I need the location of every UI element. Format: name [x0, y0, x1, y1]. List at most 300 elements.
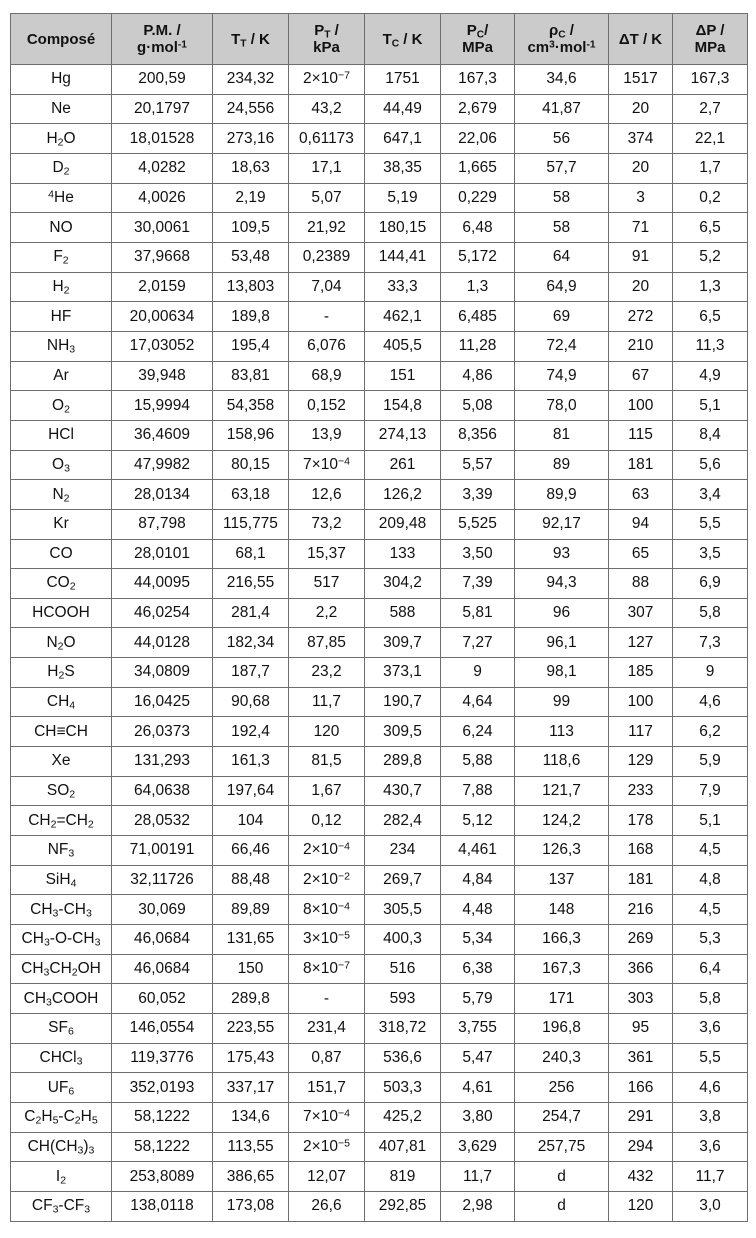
value-cell: 254,7	[515, 1102, 609, 1132]
value-cell: 0,2389	[289, 242, 365, 272]
value-cell: 3,4	[673, 480, 748, 510]
value-cell: 1517	[609, 65, 673, 95]
compound-cell: $N_2$	[11, 480, 112, 510]
column-header: P.M. / g·mol$^{-1}$	[112, 14, 213, 65]
compound-cell: $O_3$	[11, 450, 112, 480]
value-cell: 282,4	[365, 806, 441, 836]
value-cell: 3,80	[441, 1102, 515, 1132]
value-cell: 13,9	[289, 420, 365, 450]
compound-cell: $SF_6$	[11, 1014, 112, 1044]
value-cell: 2,0159	[112, 272, 213, 302]
table-row	[11, 153, 748, 183]
value-cell: 46,0684	[112, 925, 213, 955]
value-cell: 281,4	[213, 598, 289, 628]
value-cell: $3\times 10^{-5}$	[289, 925, 365, 955]
value-cell: 5,6	[673, 450, 748, 480]
value-cell: 30,069	[112, 895, 213, 925]
value-cell: 272	[609, 302, 673, 332]
value-cell: 5,2	[673, 242, 748, 272]
value-cell: 5,1	[673, 391, 748, 421]
value-cell: 17,03052	[112, 331, 213, 361]
value-cell: 43,2	[289, 94, 365, 124]
compound-cell: $CH_3COOH$	[11, 984, 112, 1014]
value-cell: 3,6	[673, 1014, 748, 1044]
value-cell: 137	[515, 865, 609, 895]
value-cell: 32,11726	[112, 865, 213, 895]
value-cell: 115	[609, 420, 673, 450]
value-cell: 178	[609, 806, 673, 836]
value-cell: 185	[609, 658, 673, 688]
value-cell: 7,88	[441, 776, 515, 806]
value-cell: 28,0134	[112, 480, 213, 510]
value-cell: 146,0554	[112, 1014, 213, 1044]
value-cell: 352,0193	[112, 1073, 213, 1103]
value-cell: 64,9	[515, 272, 609, 302]
value-cell: 44,0095	[112, 569, 213, 599]
compound-cell: $F_2$	[11, 242, 112, 272]
value-cell: 536,6	[365, 1043, 441, 1073]
value-cell: 69	[515, 302, 609, 332]
value-cell: 4,0026	[112, 183, 213, 213]
value-cell: 819	[365, 1162, 441, 1192]
value-cell: 158,96	[213, 420, 289, 450]
value-cell: 91	[609, 242, 673, 272]
value-cell: 138,0118	[112, 1191, 213, 1221]
value-cell: 5,5	[673, 509, 748, 539]
value-cell: 291	[609, 1102, 673, 1132]
value-cell: 366	[609, 954, 673, 984]
value-cell: 361	[609, 1043, 673, 1073]
value-cell: 46,0684	[112, 954, 213, 984]
value-cell: 7,27	[441, 628, 515, 658]
table-row	[11, 658, 748, 688]
value-cell: 126,2	[365, 480, 441, 510]
value-cell: 68,9	[289, 361, 365, 391]
table-row	[11, 1043, 748, 1073]
value-cell: 98,1	[515, 658, 609, 688]
value-cell: 100	[609, 687, 673, 717]
value-cell: 197,64	[213, 776, 289, 806]
value-cell: d	[515, 1162, 609, 1192]
value-cell: 4,8	[673, 865, 748, 895]
value-cell: 104	[213, 806, 289, 836]
value-cell: 4,9	[673, 361, 748, 391]
value-cell: 5,1	[673, 806, 748, 836]
table-row	[11, 272, 748, 302]
value-cell: 134,6	[213, 1102, 289, 1132]
value-cell: 240,3	[515, 1043, 609, 1073]
value-cell: 41,87	[515, 94, 609, 124]
value-cell: 12,07	[289, 1162, 365, 1192]
value-cell: 4,64	[441, 687, 515, 717]
compound-cell: $CH_3-CH_3$	[11, 895, 112, 925]
table-row	[11, 806, 748, 836]
value-cell: 234	[365, 836, 441, 866]
compound-cell: $SO_2$	[11, 776, 112, 806]
value-cell: 3	[609, 183, 673, 213]
value-cell: 1751	[365, 65, 441, 95]
value-cell: 78,0	[515, 391, 609, 421]
column-header: $T_T$ / K	[213, 14, 289, 65]
table-header	[11, 14, 748, 65]
compound-cell: $^4$He	[11, 183, 112, 213]
value-cell: 305,5	[365, 895, 441, 925]
value-cell: 425,2	[365, 1102, 441, 1132]
value-cell: 8,4	[673, 420, 748, 450]
table-row	[11, 925, 748, 955]
table-row	[11, 1073, 748, 1103]
value-cell: 175,43	[213, 1043, 289, 1073]
value-cell: 1,67	[289, 776, 365, 806]
value-cell: 8,356	[441, 420, 515, 450]
value-cell: 304,2	[365, 569, 441, 599]
value-cell: 117	[609, 717, 673, 747]
compound-cell: $C_2H_5-C_2H_5$	[11, 1102, 112, 1132]
value-cell: 4,86	[441, 361, 515, 391]
compound-cell: SiH$_4$	[11, 865, 112, 895]
value-cell: 5,47	[441, 1043, 515, 1073]
value-cell: 151,7	[289, 1073, 365, 1103]
value-cell: 5,81	[441, 598, 515, 628]
compound-cell: CH≡CH	[11, 717, 112, 747]
value-cell: 337,17	[213, 1073, 289, 1103]
value-cell: 67	[609, 361, 673, 391]
value-cell: 119,3776	[112, 1043, 213, 1073]
table-row	[11, 687, 748, 717]
value-cell: 2,98	[441, 1191, 515, 1221]
table-row	[11, 984, 748, 1014]
value-cell: 81,5	[289, 747, 365, 777]
value-cell: 87,798	[112, 509, 213, 539]
value-cell: 6,076	[289, 331, 365, 361]
value-cell: 309,7	[365, 628, 441, 658]
value-cell: -	[289, 984, 365, 1014]
table-row	[11, 1014, 748, 1044]
value-cell: 180,15	[365, 213, 441, 243]
value-cell: $2\times 10^{-2}$	[289, 865, 365, 895]
value-cell: 144,41	[365, 242, 441, 272]
value-cell: 5,8	[673, 598, 748, 628]
table-row	[11, 954, 748, 984]
compound-cell: $H_2O$	[11, 124, 112, 154]
value-cell: 166	[609, 1073, 673, 1103]
value-cell: 269,7	[365, 865, 441, 895]
compound-cell: $CH(CH_3)_3$	[11, 1132, 112, 1162]
value-cell: 3,50	[441, 539, 515, 569]
table-row	[11, 391, 748, 421]
value-cell: 516	[365, 954, 441, 984]
value-cell: 94	[609, 509, 673, 539]
value-cell: 65	[609, 539, 673, 569]
value-cell: 167,3	[441, 65, 515, 95]
value-cell: 22,1	[673, 124, 748, 154]
value-cell: 256	[515, 1073, 609, 1103]
value-cell: 4,61	[441, 1073, 515, 1103]
value-cell: 20	[609, 272, 673, 302]
value-cell: 94,3	[515, 569, 609, 599]
value-cell: 261	[365, 450, 441, 480]
value-cell: 66,46	[213, 836, 289, 866]
value-cell: 5,8	[673, 984, 748, 1014]
value-cell: 39,948	[112, 361, 213, 391]
value-cell: 109,5	[213, 213, 289, 243]
value-cell: 93	[515, 539, 609, 569]
value-cell: 195,4	[213, 331, 289, 361]
value-cell: 187,7	[213, 658, 289, 688]
table-row	[11, 124, 748, 154]
value-cell: 5,9	[673, 747, 748, 777]
value-cell: 11,7	[441, 1162, 515, 1192]
value-cell: 593	[365, 984, 441, 1014]
value-cell: 53,48	[213, 242, 289, 272]
value-cell: 6,5	[673, 213, 748, 243]
value-cell: 5,172	[441, 242, 515, 272]
value-cell: 127	[609, 628, 673, 658]
value-cell: 28,0532	[112, 806, 213, 836]
value-cell: 405,5	[365, 331, 441, 361]
value-cell: 15,9994	[112, 391, 213, 421]
value-cell: 190,7	[365, 687, 441, 717]
value-cell: 3,755	[441, 1014, 515, 1044]
column-header: $\rho_C$ / $cm^3\cdot mol^{-1}$	[515, 14, 609, 65]
value-cell: 7,3	[673, 628, 748, 658]
value-cell: 7,39	[441, 569, 515, 599]
value-cell: 1,7	[673, 153, 748, 183]
compound-cell: $CH_3CH_2OH$	[11, 954, 112, 984]
value-cell: 5,34	[441, 925, 515, 955]
value-cell: 73,2	[289, 509, 365, 539]
value-cell: 462,1	[365, 302, 441, 332]
value-cell: 4,5	[673, 836, 748, 866]
table-row	[11, 865, 748, 895]
value-cell: 16,0425	[112, 687, 213, 717]
value-cell: 11,7	[289, 687, 365, 717]
compound-cell: $UF_6$	[11, 1073, 112, 1103]
value-cell: 72,4	[515, 331, 609, 361]
table-row	[11, 1132, 748, 1162]
value-cell: 5,19	[365, 183, 441, 213]
value-cell: 5,3	[673, 925, 748, 955]
value-cell: 307	[609, 598, 673, 628]
value-cell: 3,6	[673, 1132, 748, 1162]
table-row	[11, 598, 748, 628]
value-cell: 4,461	[441, 836, 515, 866]
value-cell: 18,01528	[112, 124, 213, 154]
value-cell: 38,35	[365, 153, 441, 183]
value-cell: 131,65	[213, 925, 289, 955]
compound-cell: $CH_3-O-CH_3$	[11, 925, 112, 955]
value-cell: 3,629	[441, 1132, 515, 1162]
value-cell: 223,55	[213, 1014, 289, 1044]
value-cell: 407,81	[365, 1132, 441, 1162]
column-header: $T_C$ / K	[365, 14, 441, 65]
value-cell: 96,1	[515, 628, 609, 658]
table-row	[11, 183, 748, 213]
data-table-container	[10, 13, 747, 1222]
table-row	[11, 836, 748, 866]
value-cell: 13,803	[213, 272, 289, 302]
value-cell: 115,775	[213, 509, 289, 539]
value-cell: 15,37	[289, 539, 365, 569]
value-cell: $7\times 10^{-4}$	[289, 450, 365, 480]
column-header: ΔP / MPa	[673, 14, 748, 65]
value-cell: 2,19	[213, 183, 289, 213]
compound-cell: Hg	[11, 65, 112, 95]
value-cell: 292,85	[365, 1191, 441, 1221]
compound-cell: $I_2$	[11, 1162, 112, 1192]
table-row	[11, 1102, 748, 1132]
value-cell: 231,4	[289, 1014, 365, 1044]
value-cell: 21,92	[289, 213, 365, 243]
value-cell: 83,81	[213, 361, 289, 391]
value-cell: 4,0282	[112, 153, 213, 183]
table-row	[11, 509, 748, 539]
value-cell: 192,4	[213, 717, 289, 747]
value-cell: 0,2	[673, 183, 748, 213]
value-cell: 6,38	[441, 954, 515, 984]
value-cell: 100	[609, 391, 673, 421]
value-cell: 0,229	[441, 183, 515, 213]
compound-cell: $H_2S$	[11, 658, 112, 688]
value-cell: 5,12	[441, 806, 515, 836]
table-row	[11, 717, 748, 747]
table-row	[11, 747, 748, 777]
value-cell: 171	[515, 984, 609, 1014]
value-cell: 7,04	[289, 272, 365, 302]
value-cell: 189,8	[213, 302, 289, 332]
value-cell: 87,85	[289, 628, 365, 658]
value-cell: 1,665	[441, 153, 515, 183]
value-cell: 373,1	[365, 658, 441, 688]
value-cell: d	[515, 1191, 609, 1221]
value-cell: 269	[609, 925, 673, 955]
value-cell: 2,679	[441, 94, 515, 124]
table-row	[11, 539, 748, 569]
value-cell: 63,18	[213, 480, 289, 510]
value-cell: 5,07	[289, 183, 365, 213]
value-cell: 46,0254	[112, 598, 213, 628]
value-cell: 88	[609, 569, 673, 599]
column-header: $P_C/$ MPa	[441, 14, 515, 65]
value-cell: 4,6	[673, 1073, 748, 1103]
value-cell: 34,6	[515, 65, 609, 95]
table-row	[11, 331, 748, 361]
value-cell: 182,34	[213, 628, 289, 658]
column-header: ΔT / K	[609, 14, 673, 65]
value-cell: 196,8	[515, 1014, 609, 1044]
table-row	[11, 1191, 748, 1221]
value-cell: $8\times 10^{-4}$	[289, 895, 365, 925]
value-cell: 167,3	[515, 954, 609, 984]
value-cell: 89,89	[213, 895, 289, 925]
compound-cell: Kr	[11, 509, 112, 539]
value-cell: 118,6	[515, 747, 609, 777]
value-cell: 274,13	[365, 420, 441, 450]
value-cell: 517	[289, 569, 365, 599]
value-cell: 253,8089	[112, 1162, 213, 1192]
value-cell: 3,5	[673, 539, 748, 569]
table-row	[11, 895, 748, 925]
compound-cell: CO	[11, 539, 112, 569]
value-cell: 89,9	[515, 480, 609, 510]
value-cell: 200,59	[112, 65, 213, 95]
value-cell: 303	[609, 984, 673, 1014]
value-cell: 26,0373	[112, 717, 213, 747]
value-cell: 64	[515, 242, 609, 272]
value-cell: 257,75	[515, 1132, 609, 1162]
value-cell: 1,3	[441, 272, 515, 302]
value-cell: 9	[673, 658, 748, 688]
value-cell: 432	[609, 1162, 673, 1192]
compound-cell: Ar	[11, 361, 112, 391]
value-cell: 11,28	[441, 331, 515, 361]
value-cell: 54,358	[213, 391, 289, 421]
compound-cell: HF	[11, 302, 112, 332]
value-cell: 20	[609, 153, 673, 183]
table-row	[11, 65, 748, 95]
compound-cell: $H_2$	[11, 272, 112, 302]
value-cell: 20,1797	[112, 94, 213, 124]
value-cell: 161,3	[213, 747, 289, 777]
compound-cell: $O_2$	[11, 391, 112, 421]
value-cell: 5,08	[441, 391, 515, 421]
value-cell: 209,48	[365, 509, 441, 539]
value-cell: 11,3	[673, 331, 748, 361]
value-cell: 5,79	[441, 984, 515, 1014]
value-cell: 289,8	[213, 984, 289, 1014]
value-cell: 4,84	[441, 865, 515, 895]
value-cell: 81	[515, 420, 609, 450]
value-cell: 294	[609, 1132, 673, 1162]
value-cell: 58,1222	[112, 1102, 213, 1132]
value-cell: 5,5	[673, 1043, 748, 1073]
value-cell: 168	[609, 836, 673, 866]
value-cell: 0,61173	[289, 124, 365, 154]
value-cell: 0,87	[289, 1043, 365, 1073]
value-cell: 5,88	[441, 747, 515, 777]
value-cell: 181	[609, 865, 673, 895]
value-cell: 113	[515, 717, 609, 747]
value-cell: 5,525	[441, 509, 515, 539]
value-cell: 400,3	[365, 925, 441, 955]
compound-cell: $CF_3-CF_3$	[11, 1191, 112, 1221]
value-cell: 150	[213, 954, 289, 984]
table-row	[11, 628, 748, 658]
value-cell: $7\times 10^{-4}$	[289, 1102, 365, 1132]
value-cell: 3,8	[673, 1102, 748, 1132]
value-cell: -	[289, 302, 365, 332]
value-cell: 96	[515, 598, 609, 628]
value-cell: 20,00634	[112, 302, 213, 332]
value-cell: 120	[289, 717, 365, 747]
value-cell: 166,3	[515, 925, 609, 955]
compound-cell: $D_2$	[11, 153, 112, 183]
value-cell: 34,0809	[112, 658, 213, 688]
value-cell: 74,9	[515, 361, 609, 391]
compound-cell: HCOOH	[11, 598, 112, 628]
value-cell: 120	[609, 1191, 673, 1221]
value-cell: 89	[515, 450, 609, 480]
value-cell: 126,3	[515, 836, 609, 866]
value-cell: 99	[515, 687, 609, 717]
value-cell: 647,1	[365, 124, 441, 154]
value-cell: 36,4609	[112, 420, 213, 450]
value-cell: 234,32	[213, 65, 289, 95]
value-cell: 88,48	[213, 865, 289, 895]
value-cell: 588	[365, 598, 441, 628]
value-cell: 26,6	[289, 1191, 365, 1221]
value-cell: 6,2	[673, 717, 748, 747]
